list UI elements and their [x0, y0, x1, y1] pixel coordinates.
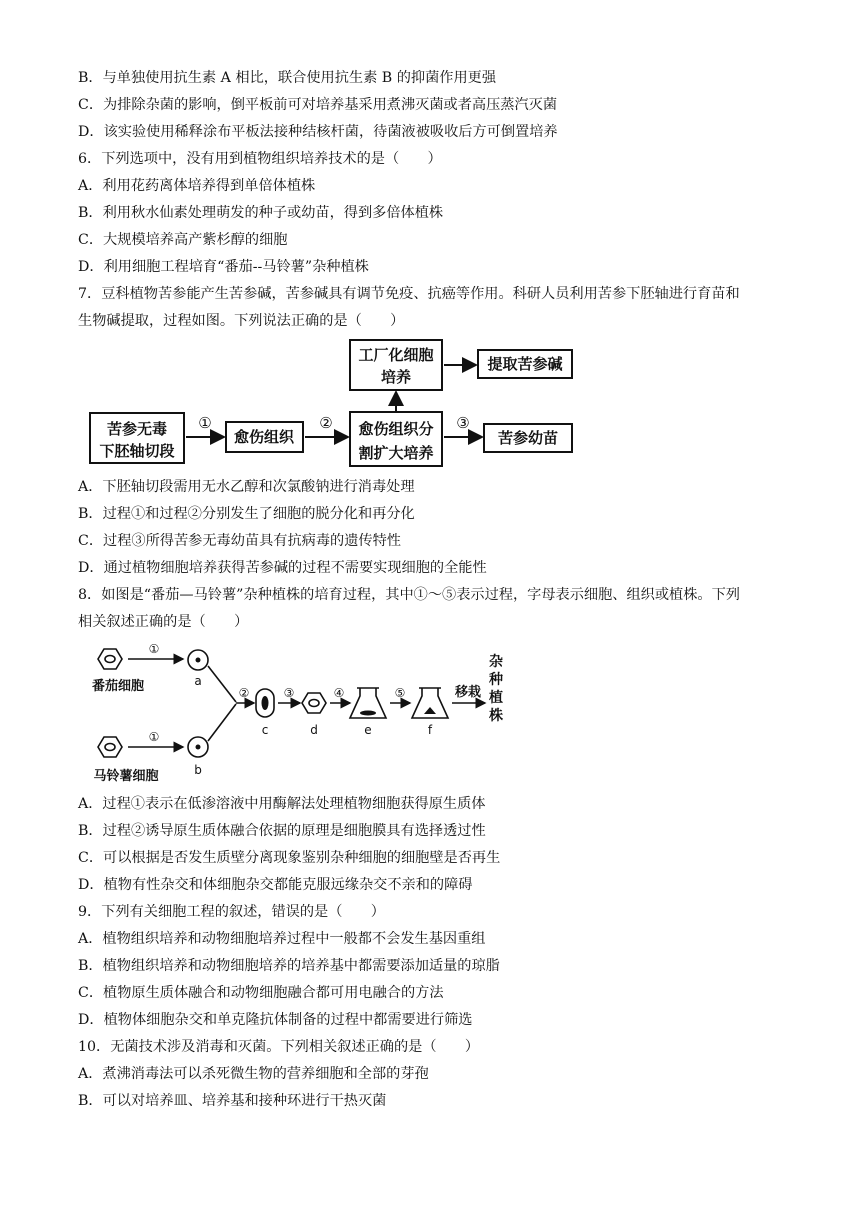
q8-hybridization-diagram	[88, 638, 508, 786]
hybrid-plant-char-2: 种	[489, 672, 503, 688]
box-split-line2: 割扩大培养	[358, 444, 434, 462]
q6-option-a: A．利用花药离体培养得到单倍体植株	[78, 178, 316, 194]
transplant-label: 移栽	[454, 685, 482, 700]
label-f: f	[427, 723, 433, 737]
q8-option-c: C．可以根据是否发生质壁分离现象鉴别杂种细胞的细胞壁是否再生	[78, 850, 501, 866]
q10-option-b: B．可以对培养皿、培养基和接种环进行干热灭菌	[78, 1093, 387, 1109]
box-callus-label: 愈伤组织	[233, 428, 295, 446]
step-1-label: ①	[198, 414, 212, 432]
q7-option-c: C．过程③所得苦参无毒幼苗具有抗病毒的遗传特性	[78, 533, 401, 549]
label-a: a	[194, 674, 202, 688]
q10-stem: 10．无菌技术涉及消毒和灭菌。下列相关叙述正确的是（ ）	[78, 1039, 480, 1055]
q7-stem-line2: 生物碱提取，过程如图。下列说法正确的是（ ）	[78, 313, 405, 329]
step-3-label: ③	[283, 686, 295, 700]
box-factory-line1: 工厂化细胞	[358, 346, 434, 364]
q6-option-c: C．大规模培养高产紫杉醇的细胞	[78, 232, 288, 248]
q5-option-d: D．该实验使用稀释涂布平板法接种结核杆菌，待菌液被吸收后方可倒置培养	[78, 124, 558, 140]
step-3-label: ③	[456, 414, 470, 432]
label-d: d	[310, 723, 318, 737]
label-c: c	[261, 723, 269, 737]
box-extract-label: 提取苦参碱	[487, 355, 563, 373]
box-split-line1: 愈伤组织分	[358, 420, 434, 438]
hybrid-plant-char-1: 杂	[489, 654, 503, 670]
box-start-line1: 苦参无毒	[106, 420, 168, 438]
q7-option-d: D．通过植物细胞培养获得苦参碱的过程不需要实现细胞的全能性	[78, 560, 487, 576]
step-1-top-label: ①	[148, 642, 160, 656]
q9-option-a: A．植物组织培养和动物细胞培养过程中一般都不会发生基因重组	[78, 931, 486, 947]
q8-option-d: D．植物有性杂交和体细胞杂交都能克服远缘杂交不亲和的障碍	[78, 877, 473, 893]
q5-option-c: C．为排除杂菌的影响，倒平板前可对培养基采用煮沸灭菌或者高压蒸汽灭菌	[78, 97, 558, 113]
q9-stem: 9．下列有关细胞工程的叙述，错误的是（ ）	[78, 904, 385, 920]
tomato-cell-icon	[98, 649, 122, 669]
q8-stem-line1: 8．如图是“番茄—马铃薯”杂种植株的培育过程，其中①～⑤表示过程，字母表示细胞、组织或植株。下列	[78, 587, 740, 603]
label-e: e	[364, 723, 372, 737]
hybrid-plant-char-4: 株	[489, 708, 503, 724]
q9-option-b: B．植物组织培养和动物细胞培养的培养基中都需要添加适量的琼脂	[78, 958, 500, 974]
q6-option-b: B．利用秋水仙素处理萌发的种子或幼苗，得到多倍体植株	[78, 205, 444, 221]
label-b: b	[194, 763, 202, 777]
q10-option-a: A．煮沸消毒法可以杀死微生物的营养细胞和全部的芽孢	[78, 1066, 429, 1082]
q9-option-c: C．植物原生质体融合和动物细胞融合都可用电融合的方法	[78, 985, 444, 1001]
potato-cell-label: 马铃薯细胞	[93, 769, 159, 784]
potato-cell-icon	[98, 737, 122, 757]
q7-stem-line1: 7．豆科植物苦参能产生苦参碱，苦参碱具有调节免疫、抗癌等作用。科研人员利用苦参下胚轴进行育苗和	[78, 286, 740, 302]
q6-stem: 6．下列选项中，没有用到植物组织培养技术的是（ ）	[78, 151, 442, 167]
q7-flow-diagram	[88, 336, 608, 474]
step-5-label: ⑤	[394, 686, 406, 700]
q7-option-b: B．过程①和过程②分别发生了细胞的脱分化和再分化	[78, 506, 415, 522]
q8-option-a: A．过程①表示在低渗溶液中用酶解法处理植物细胞获得原生质体	[78, 796, 486, 812]
q8-option-b: B．过程②诱导原生质体融合依据的原理是细胞膜具有选择透过性	[78, 823, 486, 839]
tomato-cell-label: 番茄细胞	[91, 679, 145, 694]
q9-option-d: D．植物体细胞杂交和单克隆抗体制备的过程中都需要进行筛选	[78, 1012, 473, 1028]
q5-option-b: B．与单独使用抗生素 A 相比，联合使用抗生素 B 的抑菌作用更强	[78, 70, 497, 86]
q6-option-d: D．利用细胞工程培育“番茄--马铃薯”杂种植株	[78, 259, 369, 275]
box-seedling-label: 苦参幼苗	[497, 429, 559, 447]
q7-option-a: A．下胚轴切段需用无水乙醇和次氯酸钠进行消毒处理	[78, 479, 415, 495]
hybrid-plant-char-3: 植	[489, 690, 503, 706]
step-4-label: ④	[333, 686, 345, 700]
step-1-bottom-label: ①	[148, 730, 160, 744]
q8-stem-line2: 相关叙述正确的是（ ）	[78, 614, 249, 630]
box-start-line2: 下胚轴切段	[99, 442, 175, 460]
step-2-label: ②	[319, 414, 333, 432]
step-2-label: ②	[238, 686, 250, 700]
hybrid-cell-d-icon	[302, 693, 326, 713]
box-factory-line2: 培养	[380, 368, 412, 386]
